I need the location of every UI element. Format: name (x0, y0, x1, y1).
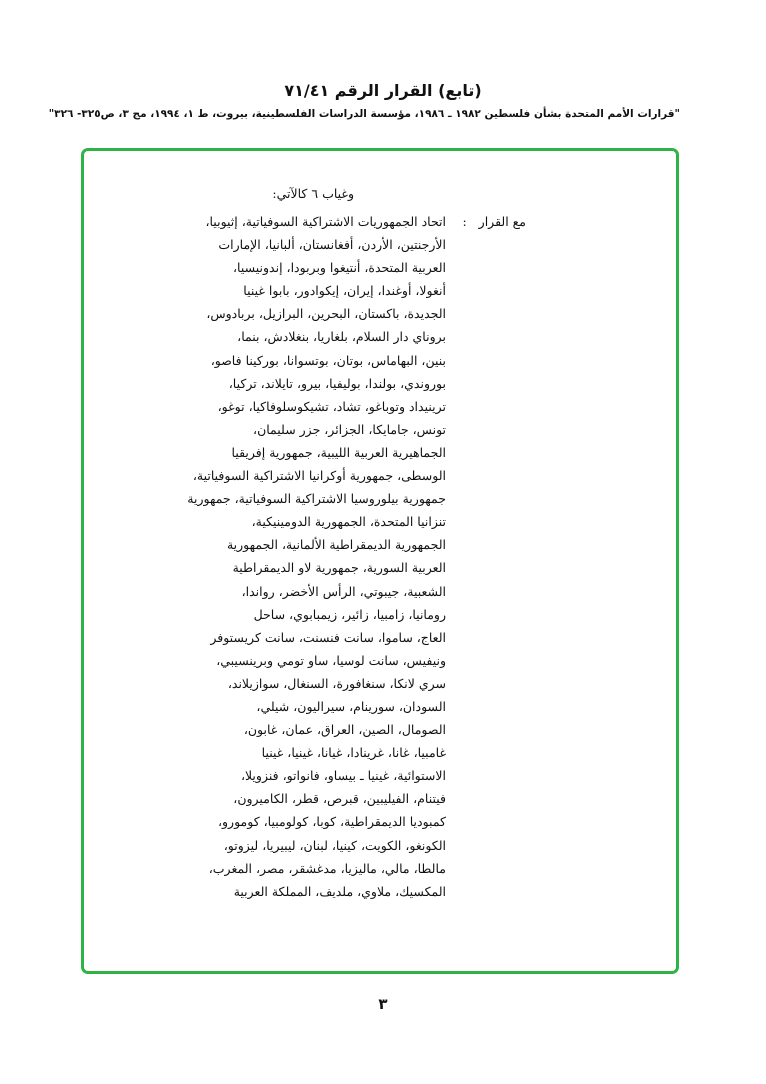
country-list-line: بنين، البهاماس، بوتان، بوتسوانا، بوركينا فاصو، (210, 352, 446, 368)
country-list-line: جمهورية بيلوروسيا الاشتراكية السوفياتية، جمهورية (187, 491, 446, 507)
country-list-line: المكسيك، ملاوي، ملديف، المملكة العربية (233, 883, 446, 899)
country-list-line: ترينيداد وتوباغو، تشاد، تشيكوسلوفاكيا، توغو، (217, 398, 446, 414)
country-list-line: العربية المتحدة، أنتيغوا وبربودا، إندونيسيا، (233, 260, 446, 276)
page-title: (تابع) القرار الرقم ٧١/٤١ (284, 81, 482, 100)
absence-intro: وغياب ٦ كالآتي: (272, 186, 354, 201)
country-list-line: سري لانكا، سنغافورة، السنغال، سوازيلاند، (227, 675, 446, 691)
country-list-line: أنغولا، أوغندا، إيران، إيكوادور، بابوا غينيا (243, 283, 446, 299)
country-list-line: كمبوديا الديمقراطية، كوبا، كولومبيا، كومورو، (217, 814, 446, 830)
country-list-line: تنزانيا المتحدة، الجمهورية الدومينيكية، (251, 514, 446, 530)
country-list-line: العاج، ساموا، سانت فنسنت، سانت كريستوفر (210, 629, 446, 645)
vote-label-separator: : (462, 214, 467, 229)
country-list-line: رومانيا، زامبيا، زائير، زيمبابوي، ساحل (253, 606, 446, 622)
country-list-line: الصومال، الصين، العراق، عمان، غابون، (243, 722, 446, 738)
country-list-line: بوروندي، بولندا، بوليفيا، بيرو، تايلاند، تركيا، (228, 375, 446, 391)
source-citation: "قرارات الأمم المتحدة بشأن فلسطين ١٩٨٢ ـ ١٩٨٦، مؤسسة الدراسات الفلسطينية، بيروت، ط ١، ١٩٩٤، مج ٣، ص٣٢٥- ٣٢٦" (48, 108, 680, 120)
country-list-line: العربية السورية، جمهورية لاو الديمقراطية (232, 560, 446, 576)
country-list-line: الكونغو، الكويت، كينيا، لبنان، ليبيريا، ليزوتو، (223, 837, 446, 853)
vote-label-text: مع القرار (478, 214, 526, 229)
country-list-line: تونس، جامايكا، الجزائر، جزر سليمان، (253, 421, 446, 437)
country-list-line: الجمهورية الديمقراطية الألمانية، الجمهورية (226, 537, 446, 553)
country-list-line: الجماهيرية العربية الليبية، جمهورية إفريقيا (231, 444, 446, 460)
country-list-line: غامبيا، غانا، غرينادا، غيانا، غينيا، غينيا (261, 745, 446, 761)
country-list-line: ونيفيس، سانت لوسيا، ساو تومي وبرينسيبي، (216, 652, 446, 668)
country-list-line: مالطا، مالي، ماليزيا، مدغشقر، مصر، المغرب، (208, 860, 446, 876)
country-list (187, 210, 446, 903)
country-list-line: الوسطى، جمهورية أوكرانيا الاشتراكية السوفياتية، (192, 468, 446, 484)
country-list-line: بروناي دار السلام، بلغاريا، بنغلادش، بنما، (237, 329, 446, 345)
country-list-line: الاستوائية، غينيا ـ بيساو، فانواتو، فنزويلا، (240, 768, 446, 784)
country-list-line: الشعبية، جيبوتي، الرأس الأخضر، رواندا، (241, 583, 446, 599)
vote-label (448, 210, 526, 233)
country-list-line: اتحاد الجمهوريات الاشتراكية السوفياتية، إثيوبيا، (205, 214, 446, 229)
country-list-line: فيتنام، الفيليبين، قبرص، قطر، الكاميرون، (233, 791, 446, 807)
country-list-line: السودان، سورينام، سيراليون، شيلي، (256, 698, 446, 714)
page-number: ٣ (378, 995, 388, 1013)
country-list-line: الجديدة، باكستان، البحرين، البرازيل، بربادوس، (206, 306, 446, 322)
country-list-line: الأرجنتين، الأردن، أفغانستان، ألبانيا، الإمارات (218, 237, 446, 253)
